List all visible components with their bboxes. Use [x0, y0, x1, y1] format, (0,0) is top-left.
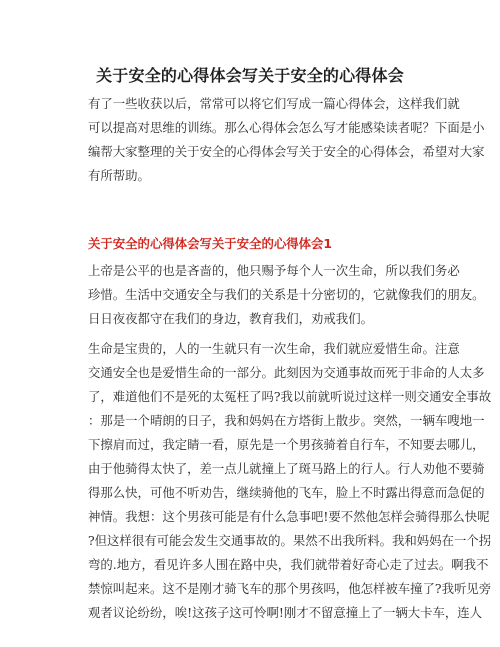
- paragraph-2-line: 神情。我想：这个男孩可能是有什么急事吧!要不然他怎样会骑得那么快呢: [88, 509, 490, 524]
- paragraph-1-line: 日日夜夜都守在我们的身边，教育我们，劝戒我们。: [88, 311, 373, 326]
- intro-line: 编帮大家整理的关于安全的心得体会写关于安全的心得体会，希望对大家: [88, 144, 485, 159]
- paragraph-2-line: ：那是一个晴朗的日子，我和妈妈在方塔街上散步。突然，一辆车嗖地一: [88, 413, 485, 428]
- intro-line: 有了一些收获以后，常常可以将它们写成一篇心得体会，这样我们就: [88, 96, 460, 111]
- section-heading: 关于安全的心得体会写关于安全的心得体会1: [88, 236, 333, 251]
- intro-line: 有所帮助。: [88, 168, 150, 183]
- paragraph-2-line: 弯的.地方，看见许多人围在路中央，我们就带着好奇心走了过去。啊我不: [88, 557, 489, 572]
- paragraph-1-line: 珍惜。生活中交通安全与我们的关系是十分密切的，它就像我们的朋友。: [88, 287, 485, 302]
- document-title: 关于安全的心得体会写关于安全的心得体会: [96, 66, 404, 85]
- paragraph-2-line: 禁惊叫起来。这不是刚才骑飞车的那个男孩吗，他怎样被车撞了?我听见旁: [88, 581, 492, 596]
- paragraph-2-line: 得那么快，可他不听劝告，继续骑他的飞车，脸上不时露出得意而急促的: [88, 485, 485, 500]
- paragraph-2-line: 交通安全也是爱惜生命的一部分。此刻因为交通事故而死于非命的人太多: [88, 365, 485, 380]
- paragraph-2-line: ?但这样很有可能会发生交通事故的。果然不出我所料。我和妈妈在一个拐: [88, 533, 492, 548]
- paragraph-2-line: 生命是宝贵的，人的一生就只有一次生命，我们就应爱惜生命。注意: [88, 341, 460, 356]
- intro-line: 可以提高对思维的训练。那么心得体会怎么写才能感染读者呢？下面是小: [88, 120, 485, 135]
- paragraph-2-line: 了，难道他们不是死的太冤枉了吗?我以前就听说过这样一则交通安全事故: [88, 389, 492, 404]
- paragraph-2-line: 由于他骑得太快了，差一点儿就撞上了斑马路上的行人。行人劝他不要骑: [88, 461, 485, 476]
- paragraph-2-line: 观者议论纷纷，唉!这孩子这可怜啊!刚才不留意撞上了一辆大卡车，连人: [88, 605, 483, 620]
- paragraph-2-line: 下擦肩而过，我定睛一看，原先是一个男孩骑着自行车，不知要去哪儿，: [88, 437, 485, 452]
- paragraph-1-line: 上帝是公平的也是吝啬的，他只赐予每个人一次生命，所以我们务必: [88, 263, 460, 278]
